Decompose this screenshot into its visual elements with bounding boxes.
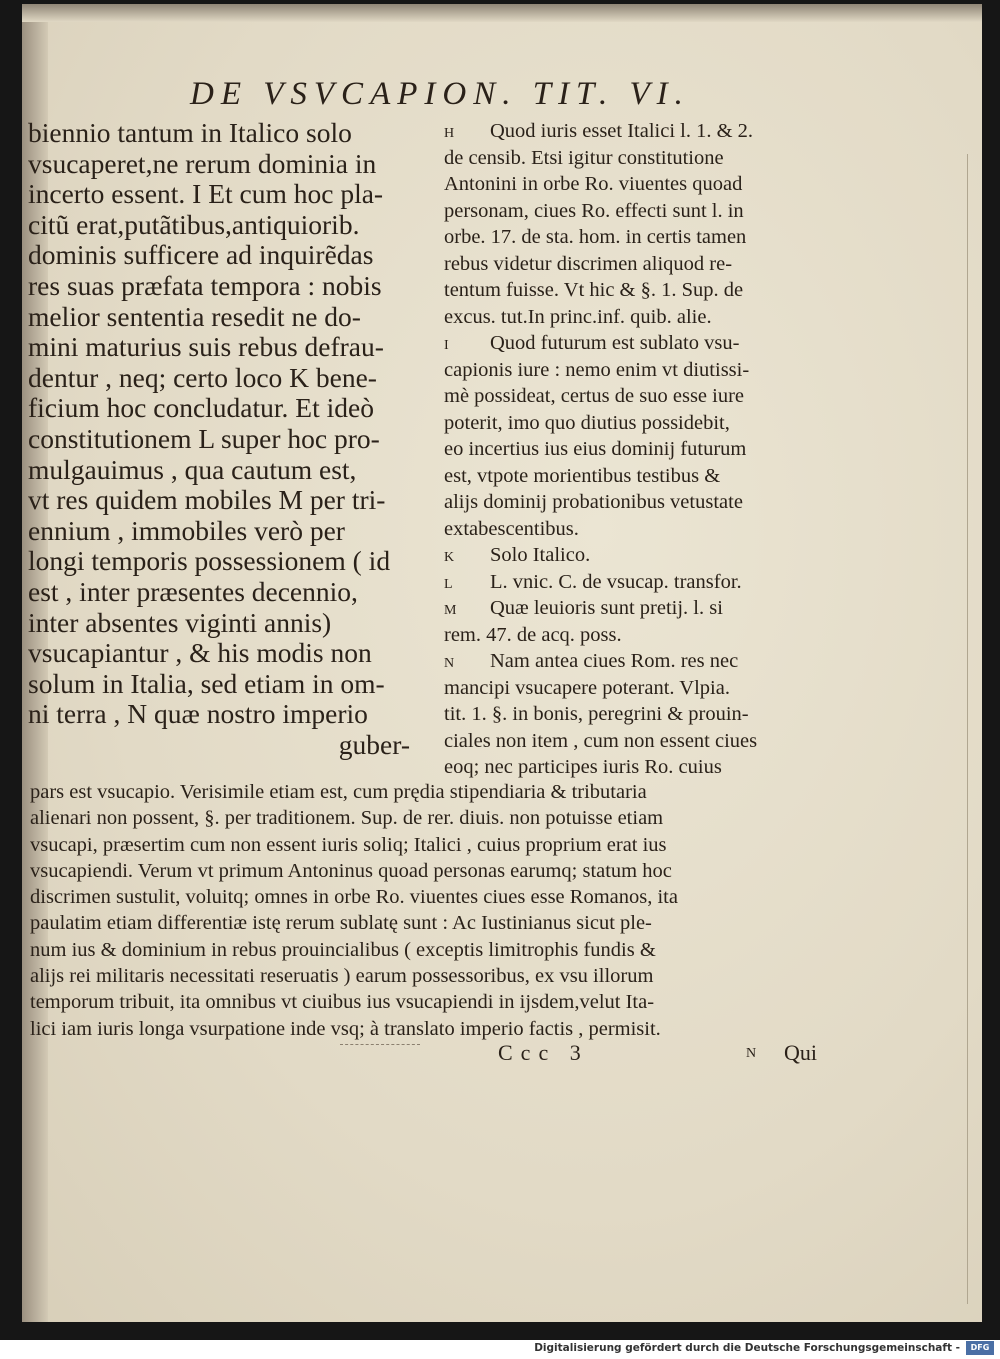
page-top-edge bbox=[22, 4, 982, 22]
note-text: Nam antea ciues Rom. res nec bbox=[490, 650, 739, 672]
note-text: Quod iuris esset Italici l. 1. & 2. bbox=[490, 120, 754, 142]
dfg-logo: DFG bbox=[966, 1341, 994, 1355]
main-text-line: vsucaperet,ne rerum dominia in bbox=[28, 147, 377, 179]
main-text-line: ni terra , N quæ nostro imperio bbox=[28, 698, 368, 730]
main-text-line: incerto essent. I Et cum hoc pla- bbox=[28, 178, 384, 210]
note-line: personam, ciues Ro. effecti sunt l. in bbox=[444, 199, 744, 222]
note-letter: K bbox=[444, 550, 455, 565]
continuation-line: num ius & dominium in rebus prouincialibus ( exceptis limitrophis fundis & bbox=[30, 938, 656, 961]
note-letter: I bbox=[444, 338, 449, 353]
continuation-line: vsucapiendi. Verum vt primum Antoninus quoad personas earumq; statum hoc bbox=[30, 859, 672, 882]
main-text-line: dominis sufficere ad inquirẽdas bbox=[28, 239, 374, 271]
note-letter: L bbox=[444, 576, 453, 592]
note-text: Quæ leuioris sunt pretij. l. si bbox=[490, 597, 723, 619]
note-letter: N bbox=[444, 656, 455, 671]
note-line: capionis iure : nemo enim vt diutissi- bbox=[444, 358, 750, 381]
note-letter: M bbox=[444, 603, 457, 618]
commentary-continuation bbox=[30, 779, 830, 1042]
note-line: extabescentibus. bbox=[444, 517, 579, 540]
continuation-line: pars est vsucapio. Verisimile etiam est, cum prędia stipendiaria & tributaria bbox=[30, 781, 647, 803]
main-text-line: est , inter præsentes decennio, bbox=[28, 575, 358, 607]
note-line: est, vtpote morientibus testibus & bbox=[444, 464, 721, 487]
note-text: Quod futurum est sublato vsu- bbox=[490, 332, 740, 354]
note-text: L. vnic. C. de vsucap. transfor. bbox=[490, 570, 742, 593]
main-text-line: inter absentes viginti annis) bbox=[28, 606, 332, 638]
main-text-line: vsucapiantur , & his modis non bbox=[28, 637, 372, 669]
note-line: poterit, imo quo diutius possidebit, bbox=[444, 411, 730, 434]
continuation-line: temporum tribuit, ita omnibus vt ciuibus ius vsucapiendi in ijsdem,velut Ita- bbox=[30, 991, 655, 1014]
note-line: orbe. 17. de sta. hom. in certis tamen bbox=[444, 226, 747, 248]
continuation-line: alienari non possent, §. per traditionem. Sup. de rer. diuis. non potuisse etiam bbox=[30, 807, 664, 830]
note-line bbox=[444, 595, 824, 622]
main-text-line: res suas præfata tempora : nobis bbox=[28, 269, 382, 301]
note-line bbox=[444, 542, 824, 569]
catchword: Qui bbox=[784, 1040, 817, 1065]
ornamental-rule bbox=[340, 1044, 420, 1045]
main-text-column bbox=[28, 118, 418, 760]
continuation-line: lici iam iuris longa vsurpatione inde vsq; à translato imperio factis , permisit. bbox=[30, 1017, 661, 1040]
continuation-line: discrimen sustulit, voluitq; omnes in orbe Ro. viuentes ciues esse Romanos, ita bbox=[30, 886, 678, 909]
signature-mark: Ccc 3 bbox=[498, 1040, 589, 1065]
continuation-line: vsucapi, præsertim cum non essent iuris soliq; Italici , cuius proprium erat ius bbox=[30, 833, 667, 856]
main-text-line: solum in Italia, sed etiam in om- bbox=[28, 667, 385, 699]
note-line bbox=[444, 569, 824, 596]
main-text-line: dentur , neq; certo loco K bene- bbox=[28, 361, 377, 393]
note-line: mè possideat, certus de suo esse iure bbox=[444, 385, 745, 407]
note-line: tit. 1. §. in bonis, peregrini & prouin- bbox=[444, 703, 749, 725]
note-line bbox=[444, 118, 824, 145]
note-line bbox=[444, 648, 824, 675]
note-line: Antonini in orbe Ro. viuentes quoad bbox=[444, 173, 743, 195]
note-line: eoq; nec participes iuris Ro. cuius bbox=[444, 756, 722, 778]
catchword-note-letter: N bbox=[746, 1046, 757, 1061]
continuation-line: paulatim etiam differentiæ istę rerum sublatę sunt : Ac Iustinianus sicut ple- bbox=[30, 912, 652, 935]
main-text-line: mini maturius suis rebus defrau- bbox=[28, 331, 384, 363]
main-text-line: biennio tantum in Italico solo bbox=[28, 117, 352, 148]
note-line: de censib. Etsi igitur constitutione bbox=[444, 146, 724, 169]
main-text-line: constitutionem L super hoc pro- bbox=[28, 422, 380, 454]
footer-credit: Digitalisierung gefördert durch die Deutsche Forschungsgemeinschaft - bbox=[534, 1342, 960, 1354]
main-text-line: longi temporis possessionem ( id bbox=[28, 545, 391, 577]
main-text-line: ennium , immobiles verò per bbox=[28, 514, 345, 546]
note-line: excus. tut.In princ.inf. quib. alie. bbox=[444, 305, 712, 328]
main-text-line: guber- bbox=[338, 728, 410, 760]
note-line: alijs dominij probationibus vetustate bbox=[444, 491, 743, 513]
note-letter: H bbox=[444, 126, 455, 141]
commentary-column bbox=[444, 118, 824, 781]
running-head: DE VSVCAPION. TIT. VI. bbox=[190, 76, 690, 112]
note-line: ciales non item , cum non essent ciues bbox=[444, 729, 758, 752]
note-line: tentum fuisse. Vt hic & §. 1. Sup. de bbox=[444, 279, 744, 301]
note-line: rebus videtur discrimen aliquod re- bbox=[444, 252, 733, 275]
main-text-line: vt res quidem mobiles M per tri- bbox=[28, 484, 386, 516]
note-line: mancipi vsucapere poterant. Vlpia. bbox=[444, 676, 730, 699]
note-line: rem. 47. de acq. poss. bbox=[444, 623, 622, 646]
main-text-line: melior sententia resedit ne do- bbox=[28, 300, 361, 332]
main-text-line: mulgauimus , qua cautum est, bbox=[28, 453, 357, 485]
note-line: eo incertius ius eius dominij futurum bbox=[444, 438, 747, 460]
continuation-line: alijs rei militaris necessitati reseruatis ) earum possessoribus, ex vsu illorum bbox=[30, 965, 654, 988]
page-edge-marks bbox=[967, 154, 978, 1304]
main-text-line: ficium hoc concludatur. Et ideò bbox=[28, 392, 374, 424]
note-text: Solo Italico. bbox=[490, 544, 591, 566]
main-text-line: citũ erat,putãtibus,antiquiorib. bbox=[28, 208, 360, 240]
note-line bbox=[444, 330, 824, 357]
